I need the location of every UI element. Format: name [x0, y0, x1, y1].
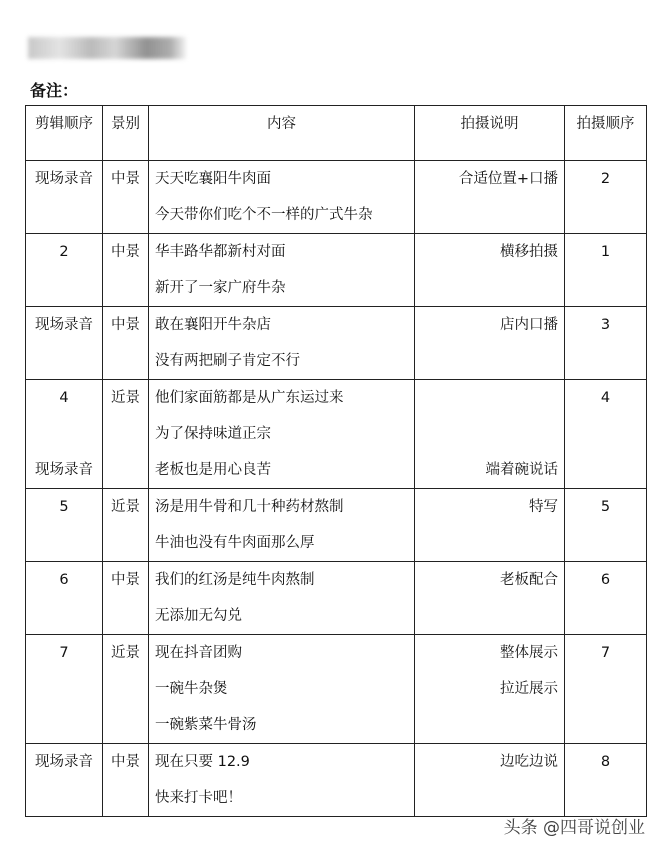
shoot-order-cell-line: 4	[600, 390, 611, 406]
edit-order-cell	[26, 744, 103, 817]
shoot-notes-cell	[415, 307, 565, 380]
header-edit-order: 剪辑顺序	[35, 116, 93, 132]
content-cell	[149, 380, 415, 489]
shoot-notes-cell	[415, 161, 565, 234]
content-cell-line: 今天带你们吃个不一样的广式牛杂	[155, 207, 373, 223]
content-cell-line: 牛油也没有牛肉面那么厚	[155, 535, 315, 551]
edit-order-cell-line: 现场录音	[35, 462, 93, 478]
content-cell	[149, 562, 415, 635]
table-row	[26, 161, 647, 234]
shoot-notes-cell-line	[421, 416, 558, 452]
content-cell	[149, 161, 415, 234]
edit-order-cell-line: 现场录音	[35, 317, 93, 333]
shoot-order-cell	[565, 744, 647, 817]
table-row	[26, 744, 647, 817]
edit-order-cell	[26, 161, 103, 234]
shot-type-cell-line: 中景	[111, 572, 140, 588]
content-cell-line: 一碗紫菜牛骨汤	[155, 717, 257, 733]
content-cell	[149, 307, 415, 380]
edit-order-cell	[26, 307, 103, 380]
shot-type-cell	[103, 744, 149, 817]
edit-order-cell-line: 现场录音	[35, 171, 93, 187]
shoot-notes-cell-line: 特写	[529, 499, 558, 515]
content-cell-line: 我们的红汤是纯牛肉熬制	[155, 572, 315, 588]
shoot-notes-cell	[415, 380, 565, 489]
table-header	[26, 106, 647, 161]
shot-type-cell-line: 近景	[111, 390, 140, 406]
shot-table	[25, 105, 647, 817]
shot-type-cell	[103, 307, 149, 380]
shot-type-cell	[103, 161, 149, 234]
watermark: 头条 @四哥说创业	[503, 818, 645, 838]
edit-order-cell	[26, 489, 103, 562]
edit-order-cell-line: 2	[59, 244, 69, 260]
shoot-order-cell-line: 8	[600, 754, 611, 770]
redacted-title	[28, 37, 186, 59]
content-cell	[149, 635, 415, 744]
edit-order-cell-line: 4	[59, 390, 69, 406]
shot-type-cell	[103, 234, 149, 307]
content-cell-line: 现在抖音团购	[155, 645, 242, 661]
content-cell-line: 无添加无勾兑	[155, 608, 242, 624]
content-cell	[149, 489, 415, 562]
edit-order-cell-line: 6	[59, 572, 69, 588]
shot-type-cell-line: 中景	[111, 317, 140, 333]
shoot-order-cell	[565, 234, 647, 307]
shoot-notes-cell-line: 店内口播	[500, 317, 558, 333]
shoot-notes-cell-line: 拉近展示	[500, 681, 558, 697]
edit-order-cell-line: 7	[59, 645, 69, 661]
shoot-order-cell-line: 3	[600, 317, 611, 333]
table-row	[26, 562, 647, 635]
shoot-order-cell-line: 2	[600, 171, 611, 187]
shoot-order-cell-line: 6	[600, 572, 611, 588]
shoot-order-cell	[565, 307, 647, 380]
edit-order-cell	[26, 562, 103, 635]
content-cell-line: 华丰路华都新村对面	[155, 244, 286, 260]
content-cell-line: 新开了一家广府牛杂	[155, 280, 286, 296]
shoot-notes-cell	[415, 234, 565, 307]
shoot-order-cell	[565, 635, 647, 744]
shot-type-cell	[103, 562, 149, 635]
edit-order-cell	[26, 635, 103, 744]
content-cell-line: 为了保持味道正宗	[155, 426, 271, 442]
note-label: 备注：	[30, 81, 79, 100]
edit-order-cell	[26, 380, 103, 489]
content-cell-line: 敢在襄阳开牛杂店	[155, 317, 271, 333]
shoot-order-cell	[565, 380, 647, 489]
content-cell-line: 一碗牛杂煲	[155, 681, 228, 697]
content-cell-line: 汤是用牛骨和几十种药材熬制	[155, 499, 344, 515]
shoot-order-cell-line: 1	[600, 244, 611, 260]
shot-type-cell	[103, 635, 149, 744]
shoot-order-cell	[565, 489, 647, 562]
header-content: 内容	[267, 116, 296, 132]
header-shoot-order: 拍摄顺序	[576, 116, 635, 132]
table-row	[26, 635, 647, 744]
edit-order-cell-line: 现场录音	[35, 754, 93, 770]
shot-type-cell-line: 中景	[111, 244, 140, 260]
content-cell-line: 现在只要 12.9	[155, 754, 250, 770]
shoot-notes-cell-line: 边吃边说	[500, 754, 558, 770]
content-cell-line: 老板也是用心良苦	[155, 462, 271, 478]
shoot-order-cell	[565, 562, 647, 635]
shoot-order-cell-line: 5	[600, 499, 611, 515]
edit-order-cell-line	[32, 416, 96, 452]
content-cell	[149, 744, 415, 817]
shot-type-cell-line: 中景	[111, 754, 140, 770]
shoot-notes-cell-line	[421, 380, 558, 416]
table-row	[26, 234, 647, 307]
shoot-notes-cell-line: 整体展示	[500, 645, 558, 661]
shot-type-cell-line: 近景	[111, 499, 140, 515]
shoot-notes-cell	[415, 635, 565, 744]
header-shoot-notes: 拍摄说明	[460, 116, 519, 132]
table-row	[26, 489, 647, 562]
shoot-notes-cell-line: 老板配合	[500, 572, 558, 588]
table-row	[26, 307, 647, 380]
content-cell-line: 没有两把刷子肯定不行	[155, 353, 300, 369]
shoot-notes-cell	[415, 489, 565, 562]
shot-type-cell-line: 中景	[111, 171, 140, 187]
table-row	[26, 380, 647, 489]
shoot-notes-cell	[415, 744, 565, 817]
shoot-notes-cell	[415, 562, 565, 635]
content-cell-line: 天天吃襄阳牛肉面	[155, 171, 271, 187]
shoot-order-cell-line: 7	[600, 645, 611, 661]
shoot-notes-cell-line: 横移拍摄	[500, 244, 558, 260]
edit-order-cell	[26, 234, 103, 307]
shot-type-cell	[103, 380, 149, 489]
shoot-order-cell	[565, 161, 647, 234]
shot-type-cell-line: 近景	[111, 645, 140, 661]
header-shot-type: 景别	[111, 116, 140, 132]
edit-order-cell-line: 5	[59, 499, 69, 515]
shoot-notes-cell-line: 合适位置+口播	[458, 171, 558, 187]
shot-type-cell	[103, 489, 149, 562]
content-cell-line: 他们家面筋都是从广东运过来	[155, 390, 344, 406]
shoot-notes-cell-line: 端着碗说话	[485, 462, 558, 478]
content-cell-line: 快来打卡吧！	[155, 790, 242, 806]
content-cell	[149, 234, 415, 307]
